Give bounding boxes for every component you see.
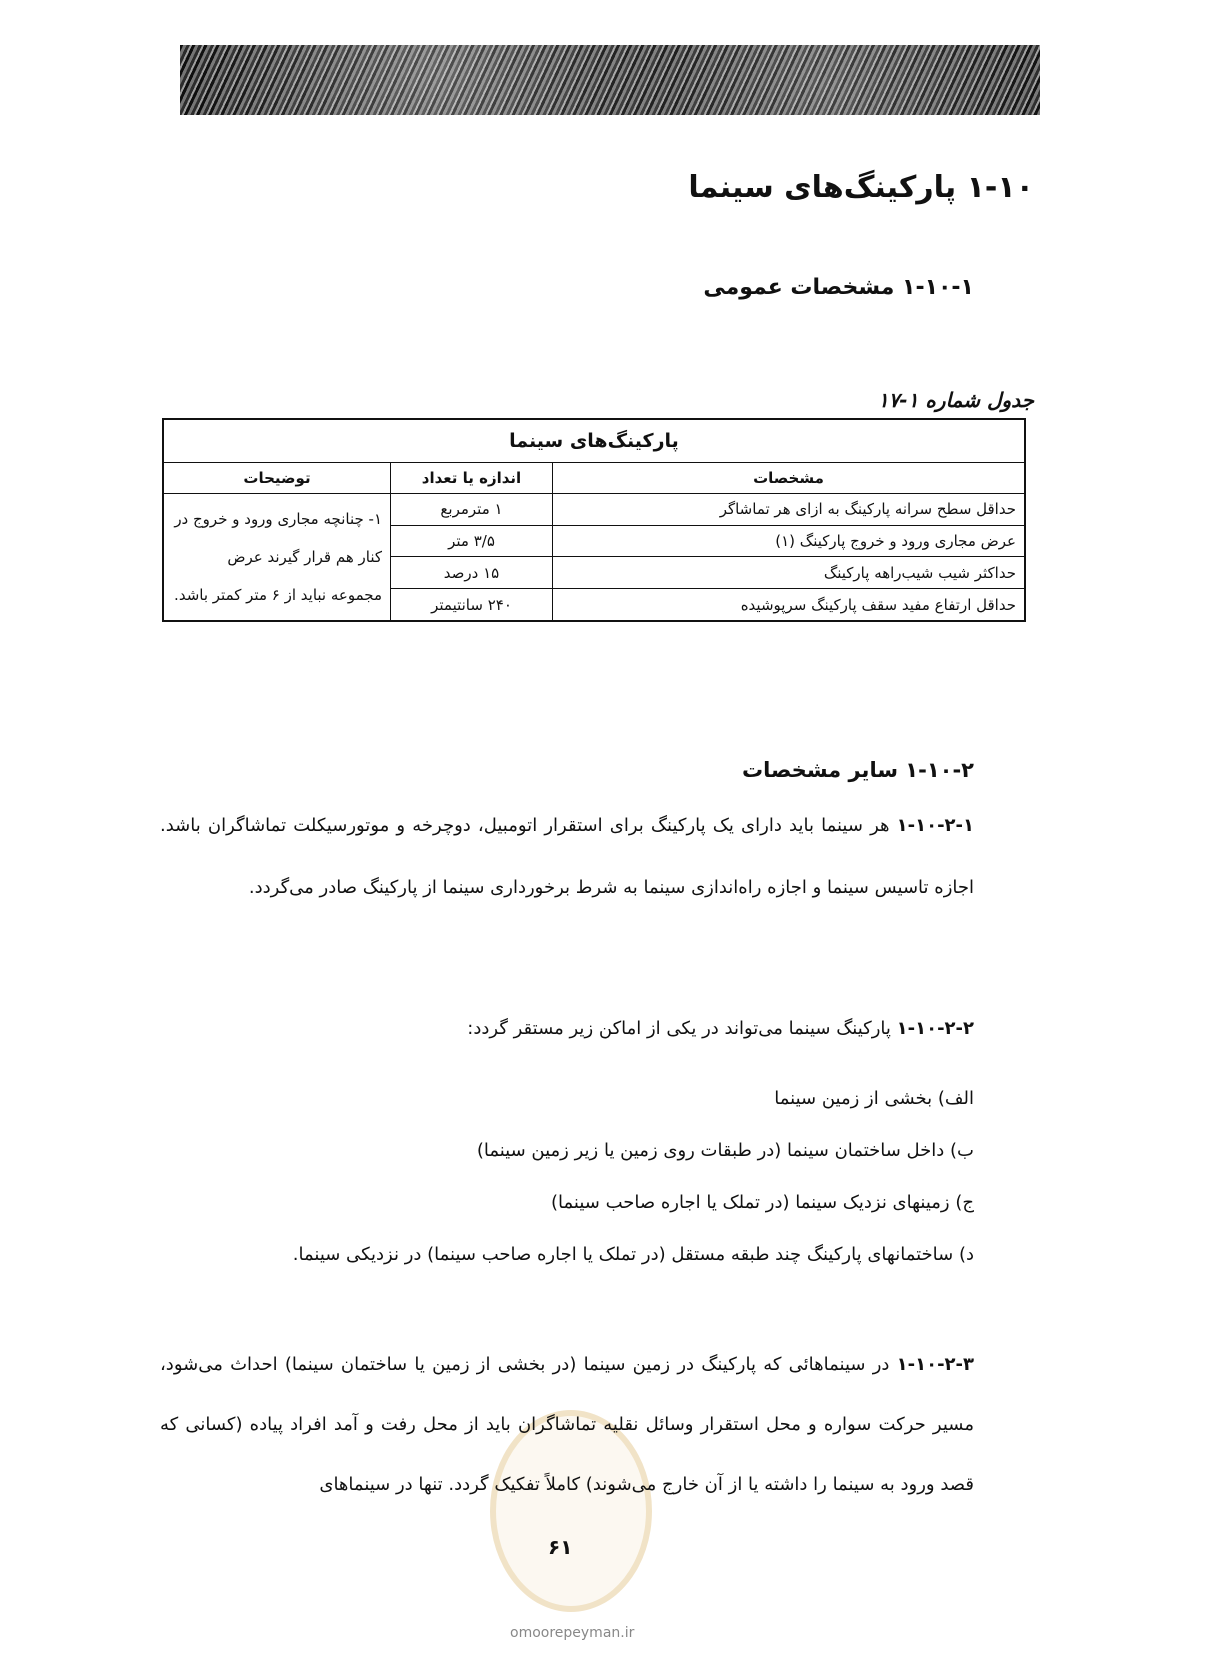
paragraph-number: ۱-۱۰-۲-۱ (896, 815, 974, 836)
list-item: د) ساختمانهای پارکینگ چند طبقه مستقل (در تملک یا اجاره صاحب سینما) در نزدیکی سینما. (292, 1244, 974, 1265)
paragraph-3 (160, 1335, 974, 1515)
paragraph-text: هر سینما باید دارای یک پارکینگ برای استقرار اتومبیل، دوچرخه و موتورسیکلت تماشاگران باشد. اجازه تاسیس سینما و اجازه راه‌اندازی سینما به شرط برخورداری سینما از پارکینگ صادر می‌گردد. (160, 815, 974, 898)
value-cell: ۱ مترمربع (391, 494, 553, 526)
subsection-heading-other: ۱-۱۰-۲ سایر مشخصات (742, 758, 974, 782)
table-title: پارکینگ‌های سینما (163, 419, 1025, 463)
list-item: ب) داخل ساختمان سینما (در طبقات روی زمین یا زیر زمین سینما) (476, 1140, 974, 1161)
feature-cell: عرض مجاری ورود و خروج پارکینگ (۱) (553, 525, 1026, 557)
table-caption: جدول شماره ۱-۱۷ (877, 388, 1034, 412)
column-header-notes: توضیحات (163, 463, 391, 494)
table-row (163, 494, 1025, 526)
header-banner-image (180, 45, 1040, 115)
column-header-features: مشخصات (553, 463, 1026, 494)
paragraph-text: پارکینگ سینما می‌تواند در یکی از اماکن زیر مستقر گردد: (467, 1018, 897, 1039)
list-item: ج) زمینهای نزدیک سینما (در تملک یا اجاره صاحب سینما) (551, 1192, 974, 1213)
paragraph-2 (160, 1018, 974, 1039)
value-cell: ۳/۵ متر (391, 525, 553, 557)
paragraph-number: ۱-۱۰-۲-۳ (896, 1354, 974, 1375)
feature-cell: حداکثر شیب شیب‌راهه پارکینگ (553, 557, 1026, 589)
list-item: الف) بخشی از زمین سینما (774, 1088, 974, 1109)
page-number: ۶۱ (548, 1535, 573, 1559)
watermark-url: omoorepeyman.ir (510, 1625, 635, 1641)
paragraph-number: ۱-۱۰-۲-۲ (896, 1018, 974, 1039)
value-cell: ۱۵ درصد (391, 557, 553, 589)
value-cell: ۲۴۰ سانتیمتر (391, 589, 553, 621)
subsection-heading-general: ۱-۱۰-۱ مشخصات عمومی (703, 275, 974, 300)
paragraph-1 (160, 795, 974, 919)
feature-cell: حداقل ارتفاع مفید سقف پارکینگ سرپوشیده (553, 589, 1026, 621)
feature-cell: حداقل سطح سرانه پارکینگ به ازای هر تماشاگر (553, 494, 1026, 526)
column-header-size: اندازه یا تعداد (391, 463, 553, 494)
paragraph-text: در سینماهائی که پارکینگ در زمین سینما (در بخشی از زمین یا ساختمان سینما) احداث می‌شود، مسیر حرکت سواره و محل استقرار وسائل نقلیه تماشاگران باید از محل رفت و آمد افراد پیاده (کسانی که قصد ورود به سینما را داشته یا از آن خارج می‌شوند) کاملاً تفکیک گردد. تنها در سینماهای (160, 1354, 974, 1495)
section-heading: ۱-۱۰ پارکینگ‌های سینما (688, 170, 1034, 205)
parking-spec-table (162, 418, 1026, 622)
notes-cell: ۱- چنانچه مجاری ورود و خروج در کنار هم قرار گیرند عرض مجموعه نباید از ۶ متر کمتر باشد. (163, 494, 391, 622)
